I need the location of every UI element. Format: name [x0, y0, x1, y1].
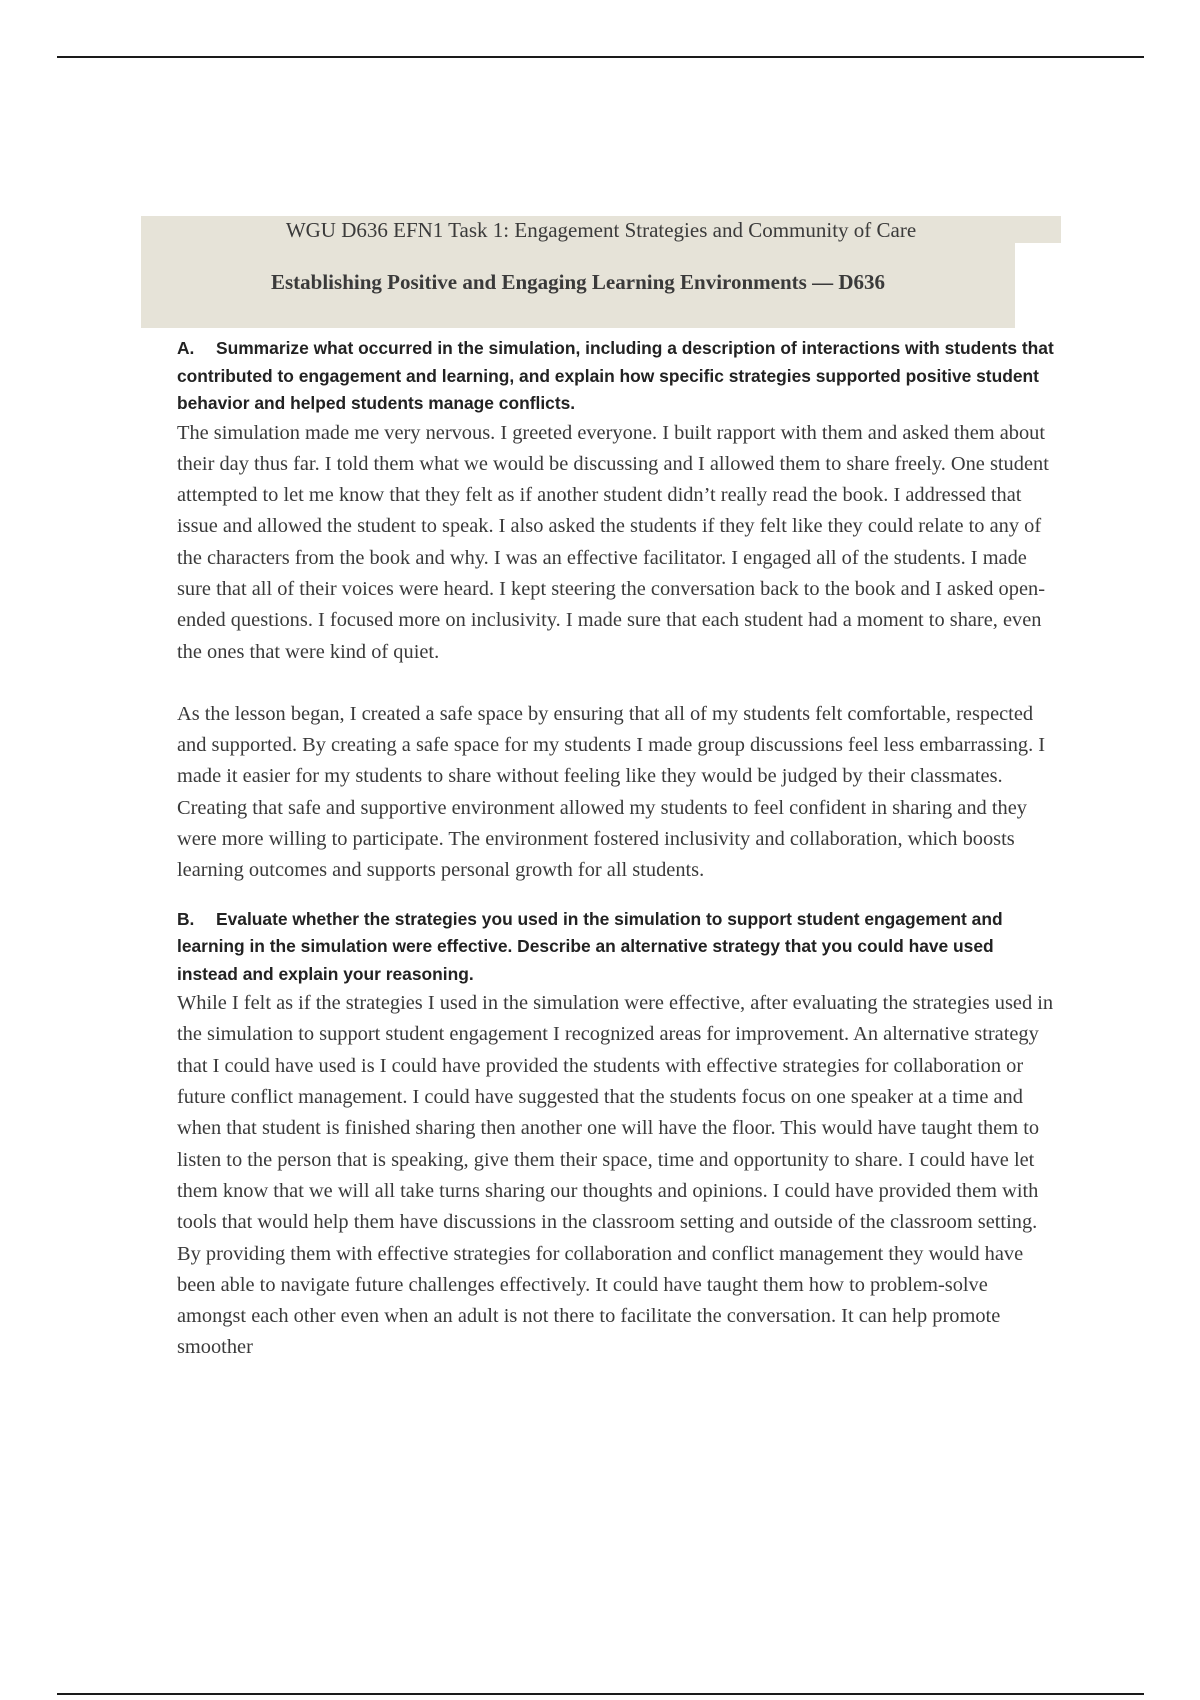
section-b-paragraph-1: While I felt as if the strategies I used in the simulation were effective, after evaluating the strategies used in the simulation to support student engagement I recognized areas for improvement. An alternative strategy that I could have used is I could have provided the students with effective strategies for collaboration or future conflict management. I could have suggested that the students focus on one speaker at a time and when that student is finished sharing then another one will have the floor. This would have taught them to listen to the person that is speaking, give them their space, time and opportunity to share. I could have let them know that we will all take turns sharing our thoughts and opinions. I could have provided them with tools that would help them have discussions in the classroom setting and outside of the classroom setting. By providing them with effective strategies for collaboration and conflict management they would have been able to navigate future challenges effectively. It could have taught them how to problem-solve amongst each other even when an adult is not there to facilitate the conversation. It can help promote smoother: [177, 992, 1054, 1359]
title-banner: [141, 216, 1061, 328]
section-a-paragraph-1: The simulation made me very nervous. I greeted everyone. I built rapport with them and asked them about their day thus far. I told them what we would be discussing and I allowed them to share freely. One student attempted to let me know that they felt as if another student didn’t really read the book. I addressed that issue and allowed the student to speak. I also asked the students if they felt like they could relate to any of the characters from the book and why. I was an effective facilitator. I engaged all of the students. I made sure that all of their voices were heard. I kept steering the conversation back to the book and I asked open-ended questions. I focused more on inclusivity. I made sure that each student had a moment to share, even the ones that were kind of quiet.: [177, 421, 1049, 663]
section-spacer: [177, 887, 1057, 906]
document-subtitle: Establishing Positive and Engaging Learning Environments — D636: [271, 270, 885, 294]
section-b-question-text: Evaluate whether the strategies you used in the simulation to support student engagement and learning in the simulation were effective. Describe an alternative strategy that you could have used instead and explain your reasoning.: [177, 908, 1003, 984]
section-a-letter: A.: [177, 338, 195, 358]
document-title: WGU D636 EFN1 Task 1: Engagement Strategies and Community of Care: [285, 218, 917, 242]
bottom-rule: [57, 1693, 1144, 1695]
section-a-question: [177, 335, 1057, 418]
top-rule: [57, 56, 1144, 58]
document-body: [177, 335, 1057, 1364]
section-a-paragraph-2: As the lesson began, I created a safe space by ensuring that all of my students felt comfortable, respected and supported. By creating a safe space for my students I made group discussions feel less embarrassing. I made it easier for my students to share without feeling like they would be judged by their classmates. Creating that safe and supportive environment allowed my students to feel confident in sharing and they were more willing to participate. The environment fostered inclusivity and collaboration, which boosts learning outcomes and supports personal growth for all students.: [177, 702, 1046, 882]
section-b-letter: B.: [177, 908, 195, 929]
section-a-question-text: Summarize what occurred in the simulation, including a description of interactions with students that contributed to engagement and learning, and explain how specific strategies supported positive student behavior and helped students manage conflicts.: [177, 338, 1054, 413]
section-b-question: [177, 906, 1057, 989]
paragraph-spacer: [177, 668, 1057, 699]
